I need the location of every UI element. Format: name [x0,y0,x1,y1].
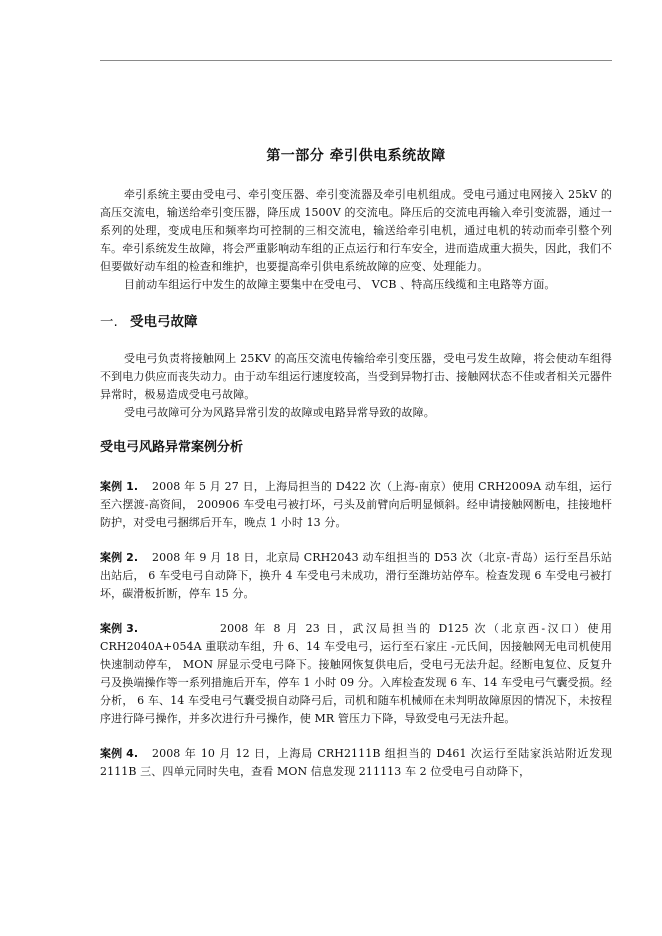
intro-paragraph-1: 牵引系统主要由受电弓、牵引变压器、牵引变流器及牵引电机组成。受电弓通过电网接入 25kV 的高压交流电，输送给牵引变压器，降压成 1500V 的交流电。降压后的交流电再输入牵引变流器，通过一系列的处理，变成电压和频率均可控制的三相交流电，输送给牵引电机，通过电机的转动而牵引整个列车。牵引系统发生故障，将会严重影响动车组的正点运行和行车安全，进而造成重大损失，因此，我们不但要做好动车组的检查和维护，也要提高牵引供电系统故障的应变、处理能力。 [100,188,612,273]
section-title: 受电弓故障 [130,314,198,330]
subsection-heading: 受电弓风路异常案例分析 [100,440,244,455]
case-text-2: 2008 年 9 月 18 日，北京局 CRH2043 动车组担当的 D53 次（北京-青岛）运行至昌乐站出站后， 6 车受电弓自动降下，换升 4 车受电弓未成功，滑行至潍坊站停车。检查发现 6 车受电弓被打坏，碳滑板折断，停车 15 分。 [100,551,612,600]
case-paragraph-1 [100,478,612,532]
case-text-4: 2008 年 10 月 12 日，上海局 CRH2111B 组担当的 D461 次运行至陆家浜站附近发现 2111B 三、四单元同时失电，查看 MON 信息发现 211113 车 2 位受电弓自动降下， [100,747,612,778]
case-paragraph-3 [100,620,612,728]
page-title: 第一部分 牵引供电系统故障 [266,148,446,164]
case-label-2: 案例 2. [100,551,139,564]
case-text-3: 2008 年 8 月 23 日，武汉局担当的 D125 次（北京西-汉口）使用 CRH2040A+054A 重联动车组，升 6、14 车受电弓，运行至石家庄 -元氏间，因接触网无电司机使用快速制动停车， MON 屏显示受电弓降下。接触网恢复供电后，受电弓无法升起。经断电复位、反复升弓及换端操作等一系列措施后开车，停车 1 小时 09 分。入库检查发现 6 车、14 车受电弓气囊受损。经分析， 6 车、14 车受电弓气囊受损自动降弓后，司机和随车机械师在未判明故障原因的情况下，未按程序进行降弓操作，并多次进行升弓操作，使 MR 管压力下降，导致受电弓无法升起。 [100,622,612,725]
case-text-1: 2008 年 5 月 27 日，上海局担当的 D422 次（上海-南京）使用 CRH2009A 动车组，运行至六摆渡-高资间， 200906 车受电弓被打坏，弓头及前臂向后明显倾斜。经申请接触网断电，挂接地杆防护，对受电弓捆绑后开车，晚点 1 小时 13 分。 [100,480,612,529]
section-number: 一. [100,314,118,330]
case-label-1: 案例 1. [100,480,139,493]
case-paragraph-4 [100,745,612,781]
header-rule [100,60,612,61]
case-label-4: 案例 4. [100,747,139,760]
section-paragraph-1: 受电弓负责将接触网上 25KV 的高压交流电传输给牵引变压器，受电弓发生故障，将会使动车组得不到电力供应而丧失动力。由于动车组运行速度较高，当受到异物打击、接触网状态不佳或者相关元器件异常时，极易造成受电弓故障。 [100,352,612,401]
section-paragraph-2: 受电弓故障可分为风路异常引发的故障或电路异常导致的故障。 [124,406,435,419]
section-heading [100,312,612,332]
intro-paragraph-2: 目前动车组运行中发生的故障主要集中在受电弓、 VCB 、特高压线缆和主电路等方面。 [124,278,556,291]
document-body [100,140,612,798]
case-label-3: 案例 3. [100,622,139,635]
case-paragraph-2 [100,549,612,603]
